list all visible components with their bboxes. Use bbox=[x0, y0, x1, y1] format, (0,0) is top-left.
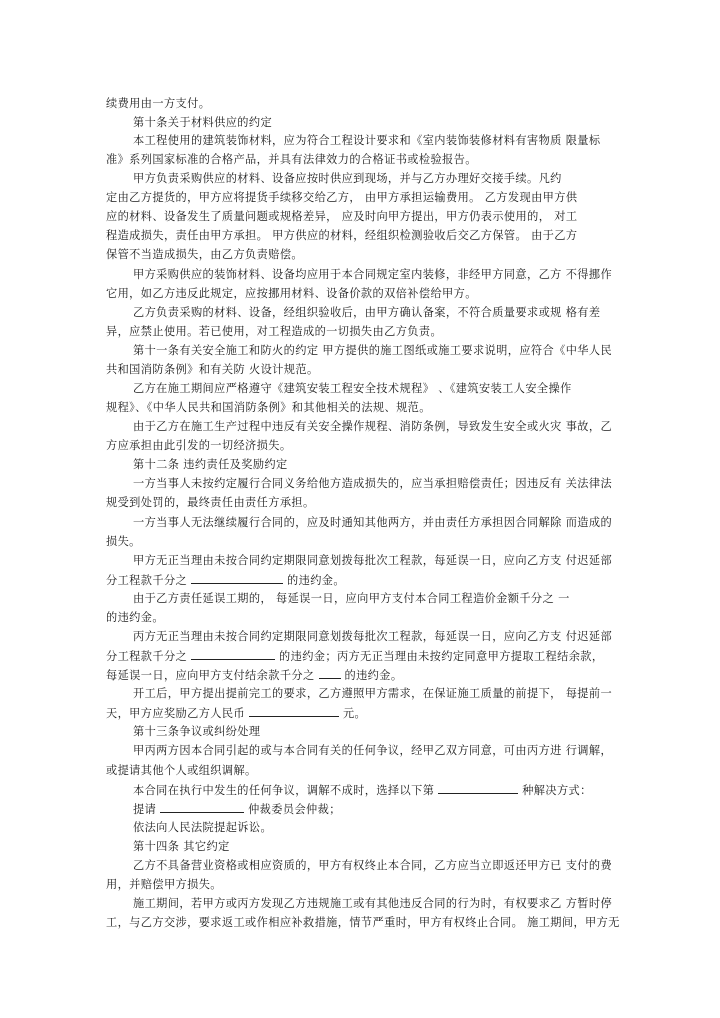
text-line bbox=[133, 859, 612, 873]
text-line bbox=[106, 287, 477, 301]
text-line bbox=[133, 630, 612, 644]
line-text: 种解决方式： bbox=[518, 784, 592, 797]
text-line bbox=[106, 401, 431, 415]
text-line bbox=[106, 668, 402, 683]
text-line bbox=[133, 802, 341, 817]
text-line bbox=[106, 153, 477, 167]
text-line bbox=[106, 191, 577, 205]
line-text: 的违约金。 bbox=[106, 611, 164, 624]
line-text: 规受到处罚的，最终责任由责任方承担。 bbox=[106, 496, 315, 509]
text-line bbox=[106, 229, 577, 243]
text-line bbox=[133, 687, 612, 701]
text-line bbox=[133, 172, 562, 186]
text-line bbox=[133, 783, 592, 798]
text-line bbox=[133, 458, 288, 472]
line-text: 开工后，甲方提出提前完工的要求，乙方遵照甲方需求，在保证施工质量的前提下， 每提前一 bbox=[133, 687, 613, 700]
text-line bbox=[133, 840, 230, 854]
line-text: 分工程款千分之 bbox=[106, 650, 192, 663]
fill-in-blank bbox=[191, 649, 275, 660]
line-text: 乙方不具备营业资格或相应资质的，甲方有权终止本合同，乙方应当立即返还甲方已 支付的费 bbox=[133, 859, 613, 872]
line-text: 施工期间，若甲方或丙方发现乙方违规施工或有其他违反合同的行为时，有权要求乙 方暂时停 bbox=[133, 897, 613, 910]
text-line bbox=[106, 611, 164, 625]
text-line bbox=[133, 744, 612, 758]
line-text: 的违约金；丙方无正当理由未按约定同意甲方提取工程结余款， bbox=[275, 650, 604, 663]
line-text: 甲丙两方因本合同引起的或与本合同有关的任何争议，经甲乙双方同意，可由丙方进 行调解， bbox=[133, 744, 613, 757]
text-line bbox=[133, 554, 612, 568]
text-line bbox=[106, 764, 257, 778]
line-text: 丙方无正当理由未按合同约定期限同意划拨每批次工程款，每延误一日，应向乙方支 付迟延部 bbox=[133, 630, 613, 643]
text-line bbox=[106, 325, 442, 339]
text-line bbox=[106, 496, 315, 510]
text-line bbox=[106, 535, 141, 549]
line-text: 第十三条争议或纠纷处理 bbox=[133, 725, 261, 738]
line-text: 工，与乙方交涉，要求返工或作相应补救措施，情节严重时，甲方有权终止合同。 施工期间，甲方无 bbox=[106, 916, 620, 929]
text-line bbox=[133, 897, 612, 911]
text-line bbox=[133, 268, 612, 282]
line-text: 第十一条有关安全施工和防火的约定 甲方提供的施工图纸或施工要求说明，应符合《中华人民 bbox=[133, 344, 613, 357]
text-line bbox=[106, 878, 222, 892]
line-text: 方应承担由此引发的一切经济损失。 bbox=[106, 439, 292, 452]
line-text: 由于乙方责任延误工期的， 每延误一日，应向甲方支付本合同工程造价金额千分之 一 bbox=[133, 592, 570, 605]
line-text: 一方当事人无法继续履行合同的，应及时通知其他两方，并由责任方承担因合同解除 而造成的 bbox=[133, 516, 613, 529]
line-text: 天，甲方应奖励乙方人民币 bbox=[106, 707, 250, 720]
text-line bbox=[133, 516, 612, 530]
line-text: 或提请其他个人或组织调解。 bbox=[106, 764, 257, 777]
text-line bbox=[133, 477, 612, 491]
line-text: 第十二条 违约责任及奖励约定 bbox=[133, 458, 288, 471]
line-text: 的违约金。 bbox=[340, 669, 403, 682]
line-text: 保管不当造成损失，由乙方负责赔偿。 bbox=[106, 248, 303, 261]
text-line bbox=[106, 363, 319, 377]
line-text: 元。 bbox=[339, 707, 367, 720]
text-line bbox=[133, 134, 600, 148]
fill-in-blank bbox=[191, 573, 283, 584]
line-text: 甲方负责采购供应的材料、设备应按时供应到现场，并与乙方办理好交接手续。凡约 bbox=[133, 172, 562, 185]
fill-in-blank bbox=[249, 706, 339, 717]
line-text: 甲方采购供应的装饰材料、设备均应用于本合同规定室内装修，非经甲方同意，乙方 不得挪作 bbox=[133, 268, 613, 281]
line-text: 本合同在执行中发生的任何争议，调解不成时，选择以下第 bbox=[133, 784, 439, 797]
fill-in-blank bbox=[319, 668, 341, 679]
line-text: 甲方无正当理由未按合同约定期限同意划拨每批次工程款，每延误一日，应向乙方支 付迟延部 bbox=[133, 554, 613, 567]
line-text: 异，应禁止使用。若已使用，对工程造成的一切损失由乙方负责。 bbox=[106, 325, 443, 338]
text-line bbox=[133, 592, 570, 606]
line-text: 共和国消防条例》和有关防 火设计规范。 bbox=[106, 363, 319, 376]
line-text: 定由乙方提货的，甲方应将提货手续移交给乙方， 由甲方承担运输费用。 乙方发现由甲方供 bbox=[106, 191, 578, 204]
line-text: 用，并赔偿甲方损失。 bbox=[106, 878, 222, 891]
text-line bbox=[133, 344, 612, 358]
text-line bbox=[106, 916, 620, 930]
line-text: 第十条关于材料供应的约定 bbox=[133, 116, 273, 129]
line-text: 规程》、《中华人民共和国消防条例》和其他相关的法规、规范。 bbox=[106, 401, 431, 414]
text-line bbox=[106, 649, 604, 664]
line-text: 损失。 bbox=[106, 535, 141, 548]
line-text: 依法向人民法院提起诉讼。 bbox=[133, 821, 273, 834]
text-line bbox=[133, 382, 572, 396]
line-text: 每延误一日，应向甲方支付结余款千分之 bbox=[106, 669, 319, 682]
text-line bbox=[106, 97, 210, 111]
text-line bbox=[106, 248, 303, 262]
line-text: 分工程款千分之 bbox=[106, 574, 192, 587]
line-text: 应的材料、设备发生了质量问题或规格差异， 应及时向甲方提出，甲方仍表示使用的， 对工 bbox=[106, 210, 578, 223]
line-text: 它用，如乙方违反此规定，应按挪用材料、设备价款的双倍补偿给甲方。 bbox=[106, 287, 477, 300]
line-text: 一方当事人未按约定履行合同义务给他方造成损失的，应当承担赔偿责任；因违反有 关法律法 bbox=[133, 477, 613, 490]
text-line bbox=[106, 573, 345, 588]
text-line bbox=[133, 821, 272, 835]
text-line bbox=[106, 706, 366, 721]
line-text: 的违约金。 bbox=[283, 574, 345, 587]
line-text: 续费用由一方支付。 bbox=[106, 97, 211, 110]
text-line bbox=[133, 420, 612, 434]
fill-in-blank bbox=[160, 802, 244, 813]
line-text: 乙方负责采购的材料、设备，经组织验收后，由甲方确认备案，不符合质量要求或规 格有差 bbox=[133, 306, 601, 319]
line-text: 提请 bbox=[133, 803, 161, 816]
text-line bbox=[133, 116, 272, 130]
line-text: 第十四条 其它约定 bbox=[133, 840, 230, 853]
line-text: 仲裁委员会仲裁； bbox=[244, 803, 341, 816]
text-line bbox=[106, 439, 291, 453]
text-line bbox=[133, 306, 600, 320]
fill-in-blank bbox=[438, 783, 518, 794]
line-text: 乙方在施工期间应严格遵守《建筑安装工程安全技术规程》 、《建筑安装工人安全操作 bbox=[133, 382, 572, 395]
line-text: 由于乙方在施工生产过程中违反有关安全操作规程、消防条例，导致发生安全或火灾 事故，乙 bbox=[133, 420, 613, 433]
line-text: 准》系列国家标准的合格产品，并具有法律效力的合格证书或检验报告。 bbox=[106, 153, 477, 166]
text-line bbox=[133, 725, 260, 739]
line-text: 程造成损失，责任由甲方承担。 甲方供应的材料，经组织检测验收后交乙方保管。 由于乙方 bbox=[106, 229, 578, 242]
line-text: 本工程使用的建筑装饰材料，应为符合工程设计要求和《室内装饰装修材料有害物质 限量标 bbox=[133, 134, 601, 147]
text-line bbox=[106, 210, 577, 224]
